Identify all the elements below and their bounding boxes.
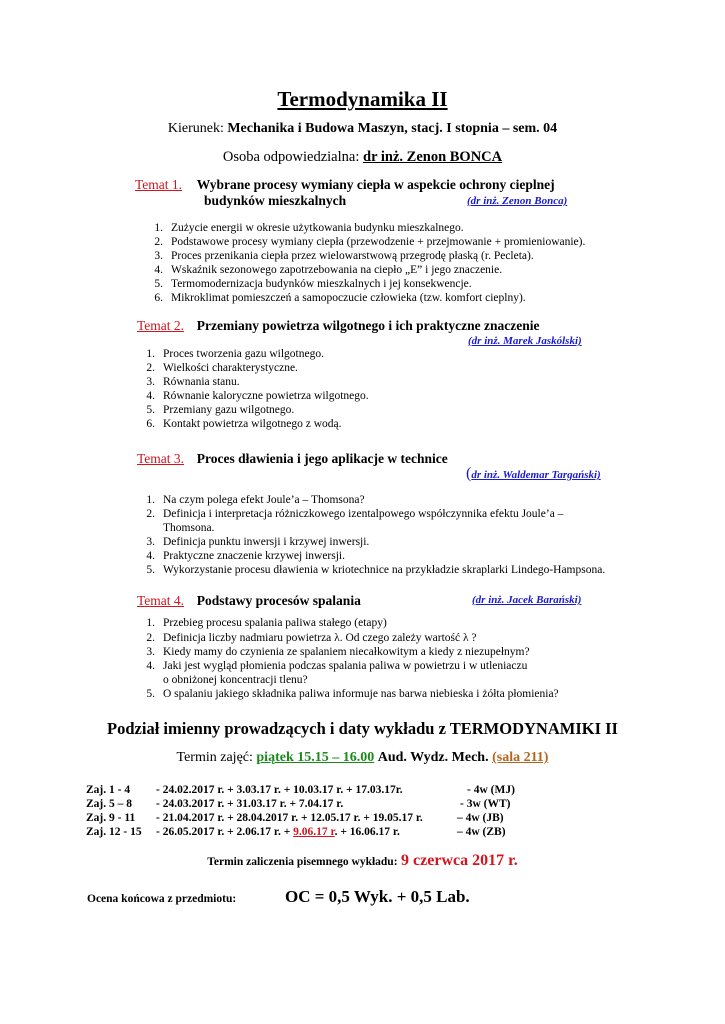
- termin-day: piątek 15.15 – 16.00: [256, 750, 375, 765]
- list-item: 4. Jaki jest wygląd płomienia podczas spalania paliwa w powietrzu i w utleniaczu: [146, 660, 528, 672]
- list-item-cont: o obniżonej koncentracji tlenu?: [163, 674, 308, 686]
- temat-2-person: (dr inż. Marek Jaskólski): [468, 335, 582, 347]
- list-item: 2. Definicja liczby nadmiaru powietrza λ. Od czego zależy wartość λ ?: [146, 632, 477, 644]
- temat-1-title: Wybrane procesy wymiany ciepła w aspekcie ochrony cieplnej: [196, 177, 555, 192]
- zaliczenie-line: [0, 852, 725, 870]
- temat-2-title: Przemiany powietrza wilgotnego i ich praktyczne znaczenie: [196, 318, 540, 333]
- temat-3-title: Proces dławienia i jego aplikacje w technice: [196, 451, 448, 466]
- podzial-heading: Podział imienny prowadzących i daty wykładu z TERMODYNAMIKI II: [107, 719, 618, 738]
- temat-1-person: (dr inż. Zenon Bonca): [467, 195, 568, 207]
- list-item: 5. Termomodernizacja budynków mieszkalnych i jej konsekwencje.: [154, 278, 472, 290]
- schedule-row: Zaj. 5 – 8 - 24.03.2017 r. + 31.03.17 r. + 7.04.17 r.: [86, 798, 344, 810]
- temat-1-heading: [135, 177, 555, 193]
- kierunek-line: [0, 121, 725, 137]
- schedule-hours: - 3w (WT): [460, 798, 511, 810]
- list-item-cont: Thomsona.: [163, 522, 215, 534]
- list-item: 2. Definicja i interpretacja różniczkowego izentalpowego współczynnika efektu Joule’a –: [146, 508, 564, 520]
- list-item: 4. Praktyczne znaczenie krzywej inwersji.: [146, 550, 345, 562]
- zaliczenie-date: 9 czerwca 2017 r.: [401, 852, 518, 869]
- schedule-row: Zaj. 9 - 11 - 21.04.2017 r. + 28.04.2017 r. + 12.05.17 r. + 19.05.17 r.: [86, 812, 423, 824]
- ocena-label: Ocena końcowa z przedmiotu:: [87, 893, 237, 905]
- zaliczenie-label: Termin zaliczenia pisemnego wykładu:: [207, 856, 398, 868]
- list-item: 1. Na czym polega efekt Joule’a – Thomsona?: [146, 494, 365, 506]
- temat-4-heading: [137, 593, 361, 609]
- list-item: 3. Proces przenikania ciepła przez wielowarstwową przegrodę płaską (r. Pecleta).: [154, 250, 534, 262]
- schedule-row: Zaj. 12 - 15 - 26.05.2017 r. + 2.06.17 r. + 9.06.17 r. + 16.06.17 r.: [86, 826, 400, 838]
- temat-1-heading-cont: [204, 193, 346, 209]
- list-item: 5. O spalaniu jakiego składnika paliwa informuje nas barwa niebieska i żółta płomienia?: [146, 688, 559, 700]
- temat-4-title: Podstawy procesów spalania: [196, 593, 361, 608]
- temat-4-label: Temat 4.: [137, 593, 185, 608]
- ocena-formula: OC = 0,5 Wyk. + 0,5 Lab.: [285, 887, 470, 906]
- temat-4-person: (dr inż. Jacek Barański): [472, 594, 582, 606]
- osoba-value: dr inż. Zenon BONCA: [363, 149, 503, 165]
- termin-aud: Aud. Wydz. Mech.: [377, 750, 489, 765]
- kierunek-label: Kierunek:: [167, 121, 224, 136]
- list-item: 5. Przemiany gazu wilgotnego.: [146, 404, 295, 416]
- list-item: 3. Równania stanu.: [146, 376, 240, 388]
- osoba-line: [0, 149, 725, 166]
- temat-3-heading: [137, 451, 448, 467]
- list-item: 1. Proces tworzenia gazu wilgotnego.: [146, 348, 324, 360]
- schedule-row: Zaj. 1 - 4 - 24.02.2017 r. + 3.03.17 r. + 10.03.17 r. + 17.03.17r.: [86, 784, 403, 796]
- schedule-hours: - 4w (MJ): [467, 784, 515, 796]
- page-title: Termodynamika II: [277, 87, 448, 111]
- list-item: 1. Przebieg procesu spalania paliwa stałego (etapy): [146, 617, 387, 629]
- temat-1-label: Temat 1.: [135, 177, 183, 192]
- list-item: 6. Mikroklimat pomieszczeń a samopoczucie człowieka (tzw. komfort cieplny).: [154, 292, 526, 304]
- list-item: 2. Wielkości charakterystyczne.: [146, 362, 298, 374]
- temat-2-heading: [137, 318, 539, 334]
- highlighted-date: 9.06.17 r: [293, 826, 335, 838]
- termin-label: Termin zajęć:: [176, 750, 253, 765]
- list-item: 3. Definicja punktu inwersji i krzywej inwersji.: [146, 536, 370, 548]
- kierunek-value: Mechanika i Budowa Maszyn, stacj. I stopnia – sem. 04: [227, 121, 558, 136]
- temat-1-title-cont: budynków mieszkalnych: [204, 193, 347, 208]
- termin-sala: (sala 211): [492, 750, 549, 765]
- schedule-hours: – 4w (JB): [457, 812, 504, 824]
- list-item: 2. Podstawowe procesy wymiany ciepła (przewodzenie + przejmowanie + promieniowanie).: [154, 236, 586, 248]
- list-item: 5. Wykorzystanie procesu dławienia w kriotechnice na przykładzie skraplarki Lindego-Hampsona.: [146, 564, 606, 576]
- schedule-hours: – 4w (ZB): [457, 826, 506, 838]
- list-item: 6. Kontakt powietrza wilgotnego z wodą.: [146, 418, 342, 430]
- temat-3-person: (dr inż. Waldemar Targański): [466, 465, 601, 482]
- termin-line: [0, 750, 725, 766]
- temat-3-label: Temat 3.: [137, 451, 185, 466]
- temat-2-label: Temat 2.: [137, 318, 185, 333]
- list-item: 3. Kiedy mamy do czynienia ze spalaniem niecałkowitym a kiedy z niezupełnym?: [146, 646, 530, 658]
- list-item: 4. Równanie kaloryczne powietrza wilgotnego.: [146, 390, 369, 402]
- list-item: 1. Zużycie energii w okresie użytkowania budynku mieszkalnego.: [154, 222, 464, 234]
- list-item: 4. Wskaźnik sezonowego zapotrzebowania na ciepło „E” i jego znaczenie.: [154, 264, 503, 276]
- osoba-label: Osoba odpowiedzialna:: [222, 149, 360, 165]
